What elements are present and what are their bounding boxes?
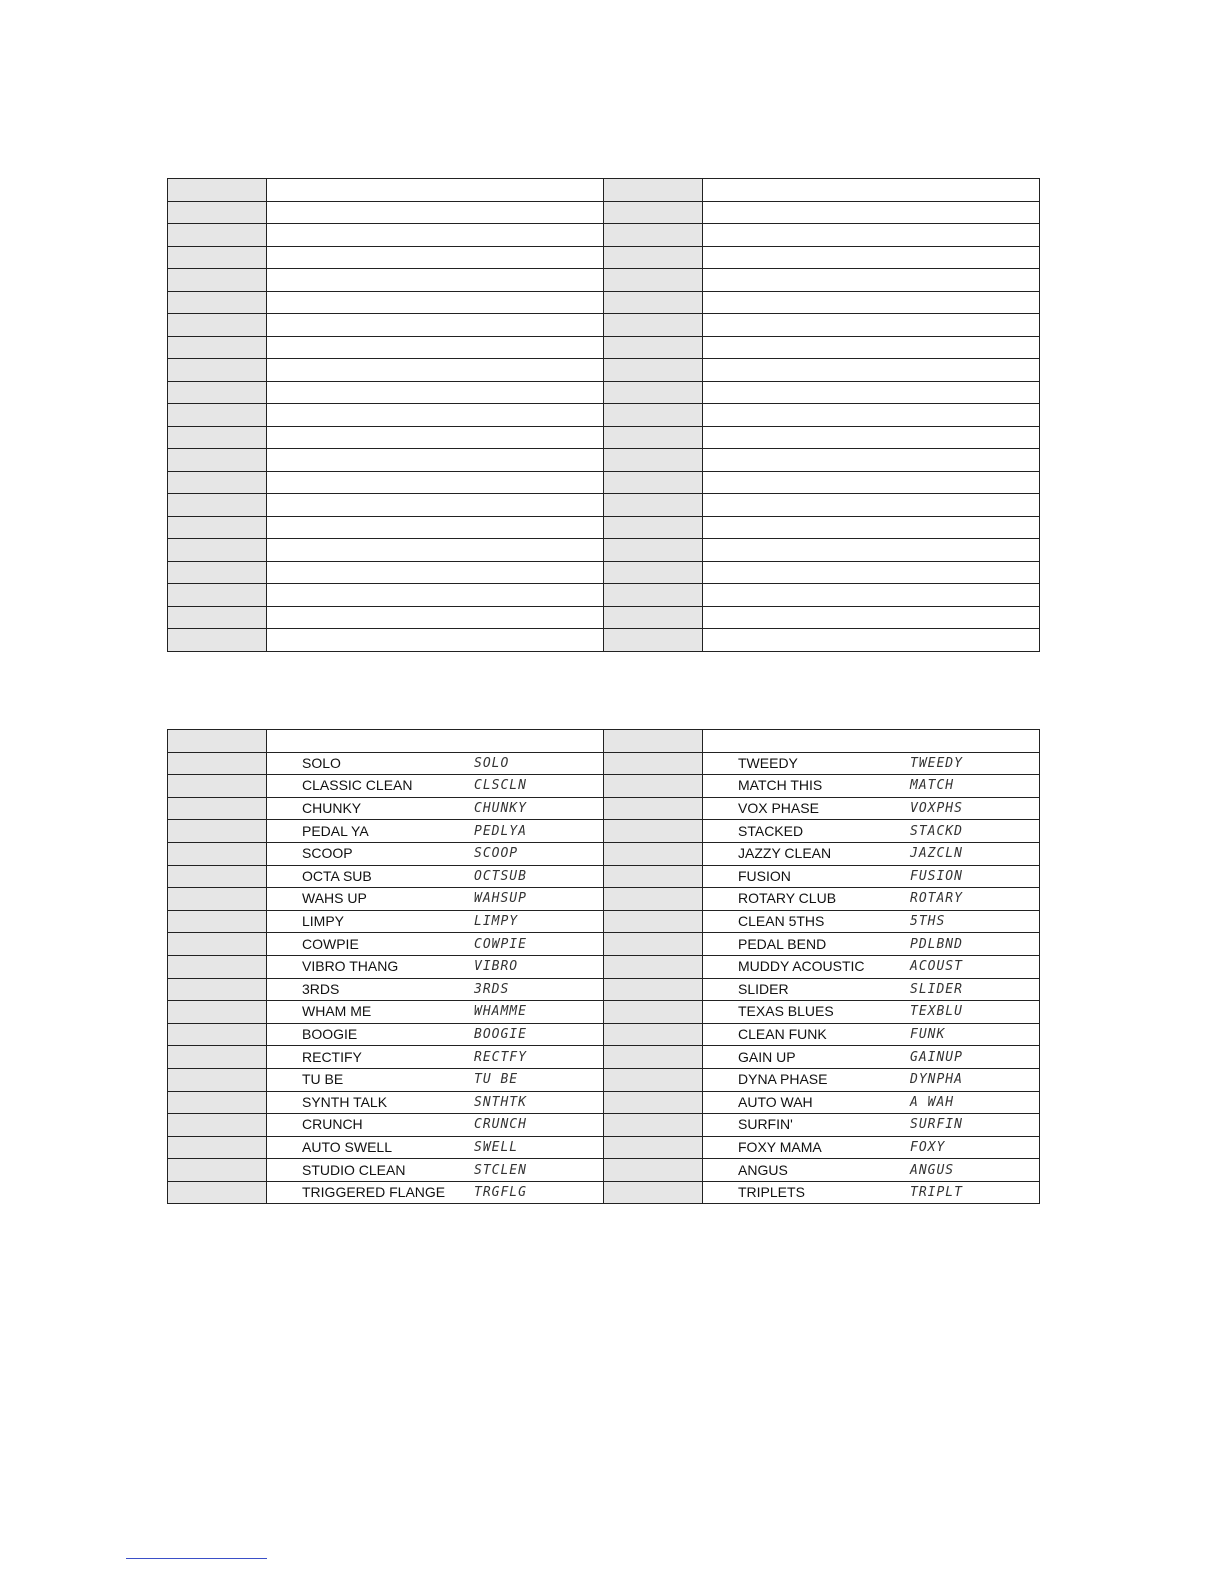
table-cell — [604, 359, 703, 382]
footnote-separator — [126, 1558, 267, 1559]
table-row — [168, 584, 1040, 607]
table-cell — [168, 291, 267, 314]
preset-name: COWPIE — [302, 935, 359, 952]
table-cell — [604, 314, 703, 337]
preset-number-cell — [168, 1159, 267, 1182]
preset-lcd-label: CLSCLN — [474, 778, 527, 794]
preset-lcd-label: STCLEN — [474, 1162, 527, 1178]
table-cell — [703, 516, 1040, 539]
preset-cell — [703, 978, 1040, 1001]
preset-number-cell — [604, 888, 703, 911]
preset-number-cell — [604, 955, 703, 978]
table-row — [168, 449, 1040, 472]
table-cell — [703, 629, 1040, 652]
preset-lcd-label: 5THS — [910, 914, 946, 930]
preset-name: GAIN UP — [738, 1048, 796, 1065]
table-row — [168, 224, 1040, 247]
table-row — [168, 775, 1040, 798]
table-cell — [703, 246, 1040, 269]
table-cell — [604, 516, 703, 539]
preset-name: LIMPY — [302, 913, 345, 930]
preset-lcd-label: VOXPHS — [910, 801, 963, 817]
table-row — [168, 629, 1040, 652]
preset-cell — [267, 1091, 604, 1114]
preset-lcd-label: TRGFLG — [474, 1185, 527, 1201]
preset-cell — [267, 1181, 604, 1204]
table-row — [168, 797, 1040, 820]
table-row — [168, 561, 1040, 584]
preset-name: AUTO WAH — [738, 1093, 813, 1110]
preset-cell — [703, 865, 1040, 888]
preset-name: BOOGIE — [302, 1026, 358, 1043]
preset-number-cell — [604, 820, 703, 843]
preset-name: WHAM ME — [302, 1003, 372, 1020]
table-cell — [267, 291, 604, 314]
table-cell — [168, 404, 267, 427]
table-row — [168, 1136, 1040, 1159]
table-row — [168, 426, 1040, 449]
table-cell — [703, 606, 1040, 629]
table-cell — [604, 404, 703, 427]
preset-cell — [267, 1001, 604, 1024]
table-cell — [168, 494, 267, 517]
table-cell — [168, 336, 267, 359]
table-row — [168, 933, 1040, 956]
preset-lcd-label: WHAMME — [474, 1004, 527, 1020]
table-row — [168, 865, 1040, 888]
preset-lcd-label: VIBRO — [474, 959, 519, 975]
table-cell — [703, 314, 1040, 337]
table-row — [168, 842, 1040, 865]
preset-lcd-label: SURFIN — [910, 1117, 963, 1133]
preset-name: CHUNKY — [302, 800, 362, 817]
preset-number-cell — [604, 775, 703, 798]
preset-number-cell — [168, 955, 267, 978]
table-cell — [267, 539, 604, 562]
table-cell — [168, 539, 267, 562]
table-row — [168, 201, 1040, 224]
preset-name: ANGUS — [738, 1161, 788, 1178]
table-row — [168, 269, 1040, 292]
preset-number-cell — [168, 820, 267, 843]
table-cell — [267, 359, 604, 382]
preset-cell — [703, 910, 1040, 933]
table-cell — [703, 269, 1040, 292]
preset-name: STUDIO CLEAN — [302, 1161, 406, 1178]
table-cell — [703, 561, 1040, 584]
table-cell — [168, 201, 267, 224]
preset-cell — [267, 1159, 604, 1182]
preset-number-cell — [604, 1091, 703, 1114]
table-row — [168, 978, 1040, 1001]
table-row — [168, 291, 1040, 314]
preset-name: VIBRO THANG — [302, 958, 399, 975]
table-cell — [604, 449, 703, 472]
preset-name: TRIPLETS — [738, 1184, 805, 1201]
preset-cell — [703, 1001, 1040, 1024]
preset-name: AUTO SWELL — [302, 1138, 392, 1155]
preset-number-cell — [604, 933, 703, 956]
preset-lcd-label: OCTSUB — [474, 868, 527, 884]
table-cell — [168, 269, 267, 292]
preset-number-cell — [168, 797, 267, 820]
preset-lcd-label: FUSION — [910, 868, 963, 884]
preset-name: VOX PHASE — [738, 800, 819, 817]
preset-number-cell — [168, 775, 267, 798]
preset-cell — [703, 1136, 1040, 1159]
table-cell — [267, 629, 604, 652]
table-cell — [267, 179, 604, 202]
preset-name: CLEAN 5THS — [738, 913, 825, 930]
table-row — [168, 516, 1040, 539]
preset-lcd-label: JAZCLN — [910, 846, 963, 862]
preset-name: ROTARY CLUB — [738, 890, 837, 907]
table-cell — [604, 629, 703, 652]
preset-number-cell — [168, 752, 267, 775]
table-cell — [267, 494, 604, 517]
preset-lcd-label: COWPIE — [474, 936, 527, 952]
table-cell — [703, 471, 1040, 494]
table-cell — [267, 381, 604, 404]
preset-lcd-label: ROTARY — [910, 891, 963, 907]
preset-cell — [703, 888, 1040, 911]
table-row — [168, 494, 1040, 517]
preset-cell — [267, 978, 604, 1001]
table-cell — [703, 381, 1040, 404]
table-row — [168, 179, 1040, 202]
preset-number-cell — [604, 1136, 703, 1159]
table-cell — [267, 314, 604, 337]
table-row — [168, 1159, 1040, 1182]
preset-number-cell — [604, 797, 703, 820]
preset-cell — [703, 1068, 1040, 1091]
preset-cell — [703, 1181, 1040, 1204]
table-cell — [604, 224, 703, 247]
table-cell — [703, 291, 1040, 314]
preset-name: SLIDER — [738, 980, 789, 997]
preset-cell — [267, 752, 604, 775]
preset-name: STACKED — [738, 822, 804, 839]
table-cell — [604, 336, 703, 359]
preset-lcd-label: LIMPY — [474, 914, 519, 930]
table-row — [168, 752, 1040, 775]
preset-name: PEDAL BEND — [738, 935, 827, 952]
preset-number-cell — [604, 1068, 703, 1091]
preset-cell — [703, 1114, 1040, 1137]
preset-lcd-label: BOOGIE — [474, 1027, 527, 1043]
table-cell — [703, 584, 1040, 607]
preset-number-cell — [168, 1001, 267, 1024]
preset-lcd-label: SWELL — [474, 1139, 519, 1155]
preset-cell — [703, 1023, 1040, 1046]
preset-number-cell — [168, 1091, 267, 1114]
preset-name: SYNTH TALK — [302, 1093, 388, 1110]
table-cell — [703, 426, 1040, 449]
table-cell — [168, 584, 267, 607]
preset-lcd-label: A WAH — [910, 1094, 955, 1110]
table-cell — [168, 179, 267, 202]
preset-number-cell — [604, 1046, 703, 1069]
table-cell — [604, 201, 703, 224]
preset-lcd-label: SLIDER — [910, 981, 963, 997]
preset-name: TEXAS BLUES — [738, 1003, 834, 1020]
preset-number-cell — [168, 1181, 267, 1204]
table-cell — [703, 449, 1040, 472]
preset-name: OCTA SUB — [302, 867, 372, 884]
preset-lcd-label: MATCH — [910, 778, 955, 794]
table-cell — [604, 291, 703, 314]
preset-name: CLEAN FUNK — [738, 1026, 827, 1043]
preset-number-cell — [168, 842, 267, 865]
preset-cell — [703, 842, 1040, 865]
table-cell — [267, 449, 604, 472]
preset-number-cell — [168, 933, 267, 956]
table-cell — [703, 224, 1040, 247]
preset-lcd-label: ANGUS — [910, 1162, 955, 1178]
table-row — [168, 888, 1040, 911]
table-cell — [604, 561, 703, 584]
preset-cell — [267, 1136, 604, 1159]
preset-name: SURFIN' — [738, 1116, 793, 1133]
table-cell — [267, 516, 604, 539]
preset-number-cell — [168, 1023, 267, 1046]
table-row — [168, 910, 1040, 933]
preset-number-cell — [604, 842, 703, 865]
preset-cell — [703, 1091, 1040, 1114]
table-cell — [267, 201, 604, 224]
preset-lcd-label: TRIPLT — [910, 1185, 963, 1201]
table-row — [168, 404, 1040, 427]
table-row — [168, 1068, 1040, 1091]
table-cell — [267, 606, 604, 629]
table-cell — [604, 584, 703, 607]
preset-number-cell — [168, 1114, 267, 1137]
preset-number-cell — [168, 1136, 267, 1159]
preset-lcd-label: RECTFY — [474, 1049, 527, 1065]
header-cell — [703, 730, 1040, 753]
preset-cell — [703, 1046, 1040, 1069]
preset-number-cell — [604, 1159, 703, 1182]
table-cell — [267, 584, 604, 607]
preset-number-cell — [168, 910, 267, 933]
table-cell — [604, 606, 703, 629]
table-cell — [267, 336, 604, 359]
table-row — [168, 820, 1040, 843]
table-cell — [267, 246, 604, 269]
preset-lcd-label: FUNK — [910, 1027, 946, 1043]
preset-number-cell — [604, 910, 703, 933]
preset-lcd-label: SNTHTK — [474, 1094, 527, 1110]
preset-name: TRIGGERED FLANGE — [302, 1184, 446, 1201]
preset-cell — [703, 1159, 1040, 1182]
table-cell — [267, 224, 604, 247]
preset-number-cell — [168, 865, 267, 888]
preset-name: SOLO — [302, 754, 341, 771]
table-cell — [267, 269, 604, 292]
preset-cell — [267, 775, 604, 798]
header-cell — [604, 730, 703, 753]
preset-lcd-label: DYNPHA — [910, 1072, 963, 1088]
preset-lcd-label: SOLO — [474, 755, 510, 771]
table-cell — [168, 629, 267, 652]
table-cell — [168, 606, 267, 629]
table-row — [168, 1091, 1040, 1114]
table-row — [168, 1023, 1040, 1046]
table-cell — [703, 539, 1040, 562]
preset-number-cell — [168, 978, 267, 1001]
preset-number-cell — [604, 1114, 703, 1137]
table-cell — [604, 539, 703, 562]
preset-number-cell — [604, 1181, 703, 1204]
table-cell — [604, 269, 703, 292]
table-cell — [604, 471, 703, 494]
preset-lcd-label: PEDLYA — [474, 823, 527, 839]
table-cell — [168, 359, 267, 382]
table-cell — [168, 381, 267, 404]
preset-name: CLASSIC CLEAN — [302, 777, 413, 794]
table-row — [168, 955, 1040, 978]
preset-cell — [703, 820, 1040, 843]
preset-lcd-label: CRUNCH — [474, 1117, 527, 1133]
table-row — [168, 336, 1040, 359]
table-cell — [267, 426, 604, 449]
table-cell — [703, 336, 1040, 359]
preset-number-cell — [604, 752, 703, 775]
table-row — [168, 1046, 1040, 1069]
preset-lcd-label: TWEEDY — [910, 755, 963, 771]
preset-name: SCOOP — [302, 845, 353, 862]
preset-cell — [703, 933, 1040, 956]
preset-cell — [267, 1114, 604, 1137]
preset-name: CRUNCH — [302, 1116, 363, 1133]
preset-lcd-label: ACOUST — [910, 959, 963, 975]
preset-name: RECTIFY — [302, 1048, 362, 1065]
table-row — [168, 359, 1040, 382]
preset-lcd-label: CHUNKY — [474, 801, 527, 817]
table-cell — [168, 561, 267, 584]
preset-name: JAZZY CLEAN — [738, 845, 832, 862]
table-cell — [168, 314, 267, 337]
preset-name: WAHS UP — [302, 890, 367, 907]
table-cell — [703, 359, 1040, 382]
preset-name: FUSION — [738, 867, 791, 884]
preset-cell — [267, 1023, 604, 1046]
preset-cell — [267, 955, 604, 978]
header-cell — [267, 730, 604, 753]
preset-cell — [267, 1068, 604, 1091]
table-cell — [604, 426, 703, 449]
preset-number-cell — [604, 978, 703, 1001]
table-row — [168, 314, 1040, 337]
preset-cell — [703, 797, 1040, 820]
preset-name: MATCH THIS — [738, 777, 823, 794]
preset-name: PEDAL YA — [302, 822, 369, 839]
table-row — [168, 1181, 1040, 1204]
preset-name: 3RDS — [302, 980, 340, 997]
table-cell — [604, 381, 703, 404]
preset-cell — [267, 842, 604, 865]
preset-cell — [267, 933, 604, 956]
preset-number-cell — [604, 1001, 703, 1024]
preset-cell — [267, 1046, 604, 1069]
preset-cell — [267, 888, 604, 911]
table-cell — [604, 179, 703, 202]
table-row — [168, 381, 1040, 404]
preset-number-cell — [168, 1046, 267, 1069]
table-row — [168, 471, 1040, 494]
table-row — [168, 539, 1040, 562]
table-cell — [168, 471, 267, 494]
table-cell — [168, 426, 267, 449]
preset-lcd-label: WAHSUP — [474, 891, 527, 907]
table-cell — [604, 494, 703, 517]
preset-list-table — [167, 729, 1040, 1204]
header-cell — [168, 730, 267, 753]
table-cell — [168, 246, 267, 269]
preset-name: FOXY MAMA — [738, 1138, 822, 1155]
preset-lcd-label: STACKD — [910, 823, 963, 839]
table-cell — [604, 246, 703, 269]
preset-lcd-label: TEXBLU — [910, 1004, 963, 1020]
preset-lcd-label: SCOOP — [474, 846, 519, 862]
preset-number-cell — [168, 888, 267, 911]
table-cell — [168, 516, 267, 539]
preset-cell — [703, 775, 1040, 798]
table-cell — [267, 471, 604, 494]
preset-table-header-row — [168, 730, 1040, 753]
table-cell — [703, 404, 1040, 427]
preset-name: DYNA PHASE — [738, 1071, 828, 1088]
preset-lcd-label: PDLBND — [910, 936, 963, 952]
preset-name: MUDDY ACOUSTIC — [738, 958, 865, 975]
table-row — [168, 1114, 1040, 1137]
preset-lcd-label: TU BE — [474, 1072, 519, 1088]
preset-lcd-label: FOXY — [910, 1139, 946, 1155]
preset-number-cell — [604, 865, 703, 888]
preset-cell — [267, 820, 604, 843]
table-cell — [703, 201, 1040, 224]
preset-cell — [703, 752, 1040, 775]
preset-name: TWEEDY — [738, 754, 798, 771]
preset-number-cell — [604, 1023, 703, 1046]
preset-lcd-label: 3RDS — [474, 981, 510, 997]
empty-preset-table — [167, 178, 1040, 652]
preset-cell — [267, 910, 604, 933]
table-cell — [168, 449, 267, 472]
preset-lcd-label: GAINUP — [910, 1049, 963, 1065]
preset-cell — [267, 797, 604, 820]
preset-name: TU BE — [302, 1071, 344, 1088]
table-row — [168, 606, 1040, 629]
preset-cell — [267, 865, 604, 888]
table-cell — [703, 494, 1040, 517]
table-row — [168, 1001, 1040, 1024]
table-cell — [703, 179, 1040, 202]
preset-cell — [703, 955, 1040, 978]
table-row — [168, 246, 1040, 269]
preset-number-cell — [168, 1068, 267, 1091]
table-cell — [267, 404, 604, 427]
table-cell — [168, 224, 267, 247]
table-cell — [267, 561, 604, 584]
